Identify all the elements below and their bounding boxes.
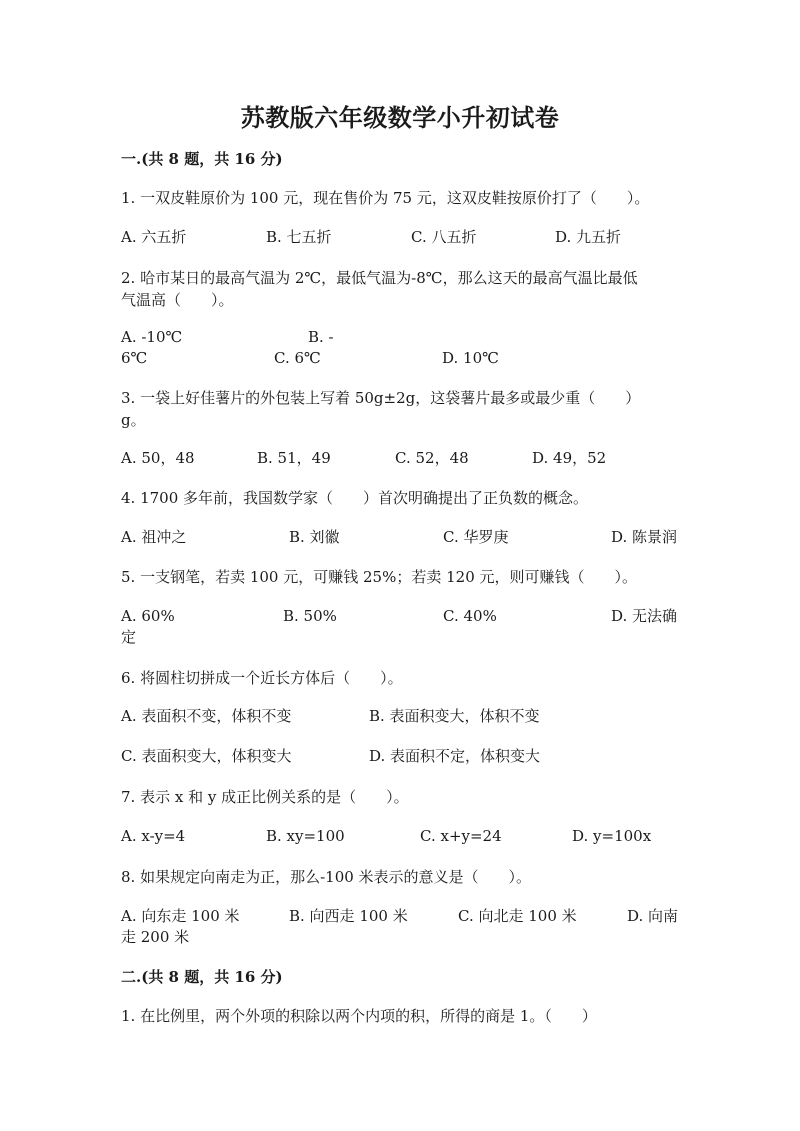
question-2-line-1: 2. 哈市某日的最高气温为 2℃，最低气温为-8℃，那么这天的最高气温比最低	[121, 269, 638, 287]
option-a: A. -10℃	[121, 328, 183, 346]
option-b: B. 刘徽	[289, 528, 340, 546]
option-d-wrap: 定	[121, 628, 137, 646]
option-b: B. 51，49	[257, 449, 331, 467]
option-a: A. x-y=4	[121, 827, 186, 845]
option-c: C. 6℃	[274, 349, 321, 367]
option-a: A. 表面积不变，体积不变	[121, 707, 292, 725]
option-d: D. 10℃	[442, 349, 499, 367]
section-2-question-1: 1. 在比例里，两个外项的积除以两个内项的积，所得的商是 1。（ ）	[121, 1007, 597, 1025]
option-c: C. 八五折	[411, 228, 477, 246]
option-c: C. 向北走 100 米	[458, 907, 577, 925]
option-d: D. 无法确	[611, 607, 678, 625]
question-3-line-1: 3. 一袋上好佳薯片的外包装上写着 50g±2g，这袋薯片最多或最少重（ ）	[121, 389, 641, 407]
option-d: D. 陈景润	[611, 528, 678, 546]
question-6: 6. 将圆柱切拼成一个近长方体后（ ）。	[121, 669, 403, 687]
option-a: A. 六五折	[121, 228, 187, 246]
option-a: A. 向东走 100 米	[121, 907, 240, 925]
option-c: C. 华罗庚	[443, 528, 509, 546]
section-heading-2: 二.(共 8 题，共 16 分)	[121, 968, 283, 986]
option-d-wrap: 走 200 米	[121, 928, 190, 946]
option-d: D. 49，52	[532, 449, 607, 467]
question-3-line-2: g。	[121, 411, 146, 429]
option-d: D. y=100x	[572, 827, 652, 845]
page-title: 苏教版六年级数学小升初试卷	[240, 103, 560, 132]
option-b: B. -	[308, 328, 334, 346]
option-b: B. xy=100	[266, 827, 345, 845]
option-c: C. 表面积变大，体积变大	[121, 747, 292, 765]
option-b: B. 七五折	[266, 228, 332, 246]
option-d: D. 九五折	[555, 228, 622, 246]
option-a: A. 祖冲之	[121, 528, 187, 546]
question-4: 4. 1700 多年前，我国数学家（ ）首次明确提出了正负数的概念。	[121, 489, 589, 507]
section-heading-1: 一.(共 8 题，共 16 分)	[121, 150, 283, 168]
option-a: A. 50，48	[121, 449, 195, 467]
option-a: A. 60%	[121, 607, 175, 625]
question-8: 8. 如果规定向南走为正，那么-100 米表示的意义是（ ）。	[121, 868, 532, 886]
option-d: D. 表面积不定，体积变大	[369, 747, 541, 765]
option-c: C. 52，48	[395, 449, 469, 467]
option-b: B. 50%	[283, 607, 337, 625]
option-c: C. x+y=24	[420, 827, 502, 845]
question-1: 1. 一双皮鞋原价为 100 元，现在售价为 75 元，这双皮鞋按原价打了（ ）。	[121, 189, 650, 207]
question-2-line-2: 气温高（ ）。	[121, 291, 234, 309]
option-c: C. 40%	[443, 607, 497, 625]
question-5: 5. 一支钢笔，若卖 100 元，可赚钱 25%；若卖 120 元，则可赚钱（ ）。	[121, 568, 638, 586]
option-d: D. 向南	[627, 907, 679, 925]
option-b-wrap: 6℃	[121, 349, 148, 367]
option-b: B. 向西走 100 米	[289, 907, 408, 925]
question-7: 7. 表示 x 和 y 成正比例关系的是（ ）。	[121, 788, 409, 806]
option-b: B. 表面积变大，体积不变	[369, 707, 540, 725]
